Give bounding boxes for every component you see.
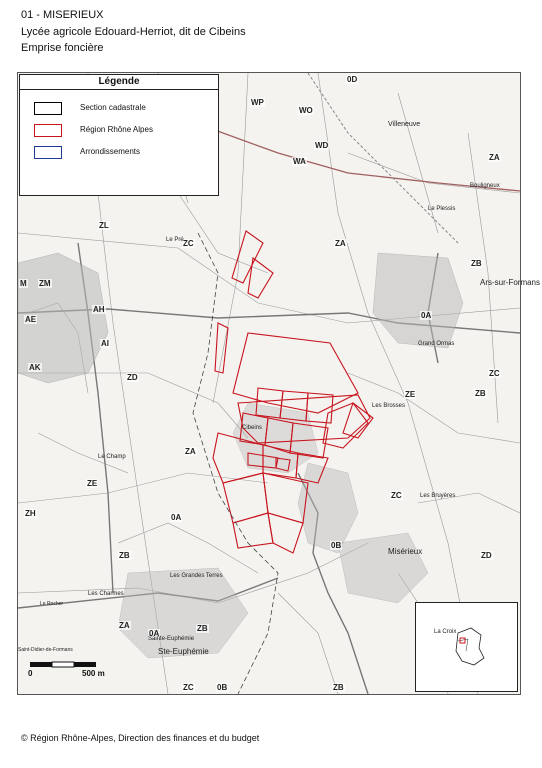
place-label: Sainte-Euphémie [148, 636, 195, 642]
place-label: Villeneuve [388, 121, 421, 128]
legend-title: Légende [20, 75, 218, 90]
place-label: Cibeins [242, 425, 263, 431]
place-label: Le Pré [166, 237, 184, 243]
place-label: Les Brosses [372, 403, 406, 409]
locator-inset [415, 602, 518, 692]
scale-bar-graphic [26, 659, 122, 687]
section-label: ZC [391, 491, 402, 500]
section-label: ZE [87, 479, 98, 488]
place-label: Bouligneux [470, 183, 500, 189]
place-label: Le Plessis [428, 206, 456, 212]
title-subject: Emprise foncière [21, 42, 104, 54]
locator-map [416, 603, 517, 691]
section-label: ZA [185, 447, 196, 456]
section-label: AH [93, 305, 105, 314]
section-label: ZC [183, 683, 194, 692]
section-label: 0B [331, 541, 342, 550]
section-label: WA [293, 157, 306, 166]
section-label: ZC [489, 369, 500, 378]
place-label: Misérieux [388, 547, 423, 556]
section-label: ZM [39, 279, 51, 288]
section-label: 0A [171, 513, 182, 522]
section-label: ZE [405, 390, 416, 399]
section-label: ZD [481, 551, 492, 560]
map-legend [19, 74, 219, 196]
place-label: Le Champ [98, 454, 126, 460]
section-label: AK [29, 363, 41, 372]
copyright-footer: © Région Rhône-Alpes, Direction des finances et du budget [21, 733, 260, 743]
section-label: ZB [333, 683, 344, 692]
section-label: ZA [335, 239, 346, 248]
place-label: Ars-sur-Formans [480, 278, 541, 287]
cadastral-map[interactable] [17, 72, 541, 695]
title-commune: 01 - MISERIEUX [21, 9, 104, 21]
scale-bar [26, 659, 122, 687]
section-label: AI [101, 339, 109, 348]
section-label: ZB [471, 259, 482, 268]
section-label: ZA [119, 621, 130, 630]
section-label: 0A [149, 629, 160, 638]
place-label: Le Rocher [40, 601, 64, 607]
scale-zero-label: 0 [28, 669, 33, 678]
section-label: ZB [119, 551, 130, 560]
place-label: Saint-Didier-de-Formans [18, 647, 73, 653]
place-label: Grand Ormas [418, 341, 455, 347]
section-label: M [20, 279, 27, 288]
legend-label: Section cadastrale [80, 103, 146, 112]
section-label: WP [251, 98, 264, 107]
legend-label: Région Rhône Alpes [80, 125, 153, 134]
scale-distance-label: 500 m [82, 669, 105, 678]
section-label: ZL [99, 221, 109, 230]
legend-swatch-blue [34, 146, 62, 159]
section-label: AE [25, 315, 37, 324]
title-site: Lycée agricole Edouard-Herriot, dit de Cibeins [21, 26, 246, 38]
section-label: ZC [183, 239, 194, 248]
legend-label: Arrondissements [80, 147, 141, 156]
section-label: WO [299, 106, 313, 115]
section-label: ZB [475, 389, 486, 398]
place-label: Ste-Euphémie [158, 647, 209, 656]
legend-swatch-red [34, 124, 62, 137]
section-label: ZB [197, 624, 208, 633]
place-label: La Croix [434, 629, 457, 635]
place-label: Les Bruyères [420, 493, 456, 499]
section-label: 0A [421, 311, 432, 320]
place-label: Les Grandes Terres [170, 573, 223, 579]
section-label: ZD [127, 373, 138, 382]
place-label: Les Charmes [88, 591, 124, 597]
legend-swatch-black [34, 102, 62, 115]
section-label: 0D [347, 75, 358, 84]
section-label: WD [315, 141, 329, 150]
section-label: 0B [217, 683, 228, 692]
section-label: ZA [489, 153, 500, 162]
section-label: ZH [25, 509, 36, 518]
